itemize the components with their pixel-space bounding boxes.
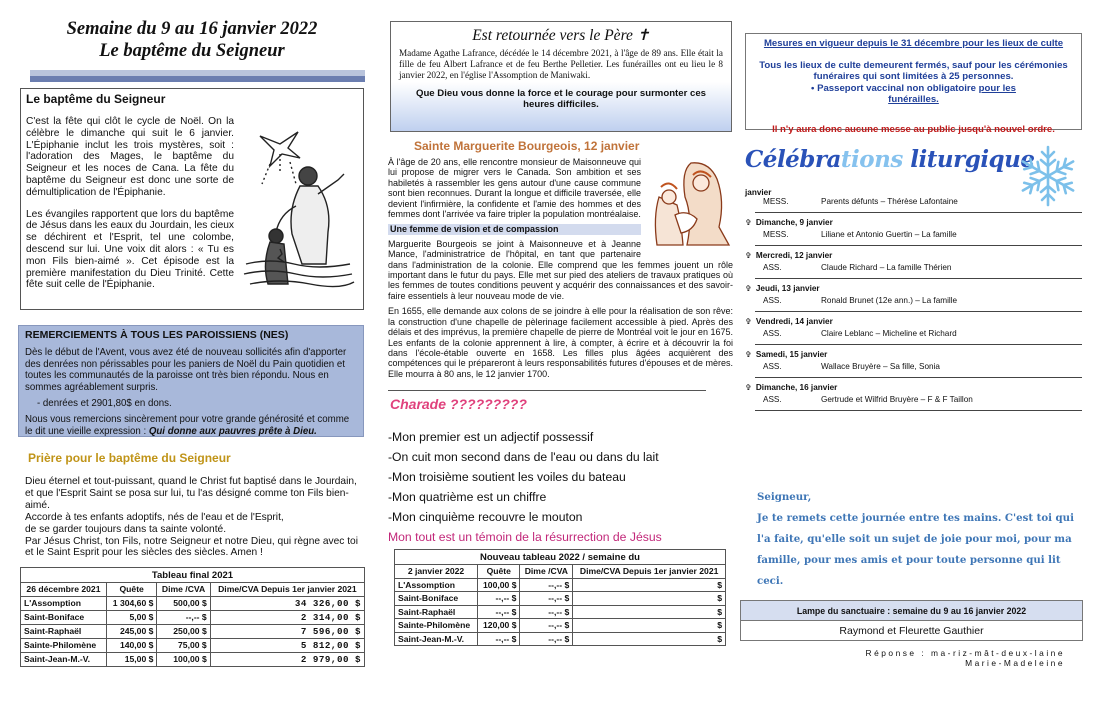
- deuil-box: [390, 21, 732, 132]
- table-cell: Saint-Raphaël: [21, 624, 107, 638]
- cross-icon: ✞: [745, 251, 752, 260]
- celebrations-list: [745, 188, 1082, 415]
- table-cell: --,-- $: [478, 592, 520, 606]
- table-cell: 120,00 $: [478, 619, 520, 633]
- table-header: 2 janvier 2022: [395, 565, 478, 579]
- nouveau-tableau: [394, 549, 726, 646]
- marguerite-paragraph-3: En 1655, elle demande aux colons de se joindre à elle pour la réalisation de son rêve: la construction d'une chapelle de pèlerinage facilement accessible à pied. Après des délais et des imprévus, la première chapelle de pierre de Montréal voit le jour en 1675. Les enfants de la colonie apprennent à lire, à compter, à écrire et à découvrir la foi dans l'école-étable ouverte en 1658. Les filles plus âgées acquièrent des compétences qui le prépareront à leurs responsabilités futures d'épouses et de mères. Elle mourra à 80 ans, le 12 janvier 1700.: [388, 306, 733, 379]
- table-header: Dime/CVA Depuis 1er janvier 2021: [573, 565, 726, 579]
- table-cell: --,-- $: [520, 605, 573, 619]
- deuil-text: Madame Agathe Lafrance, décédée le 14 décembre 2021, à l'âge de 89 ans. Elle était la fille de feu Albert Lafrance et de feu Berthe Pelletier. Les funérailles ont eu lieu le 8 janvier 2022, en l'église l'Assomption de Maniwaki.: [399, 48, 723, 80]
- marguerite-paragraph-2: Marguerite Bourgeois se joint à Maisonneuve et à Jeanne Mance, l'administratrice de l'hôpital, en tant que partenaire dans l'administration de la colonie. Elle comprend que les femmes jouent un rôle important dans le futur du pays. Elle met sur pied des ateliers de travaux pratiques où les femmes de toutes conditions peuvent y acquérir des connaissances et des savoir-faire essentiels à leur nouveau mode de vie.: [388, 238, 733, 301]
- celebration-type: MESS.: [763, 197, 789, 206]
- table-cell: Saint-Raphaël: [395, 605, 478, 619]
- bapteme-box: [20, 88, 364, 310]
- mesures-line2-underlined: pour les: [978, 82, 1016, 94]
- table-cell: 34 326,00 $: [210, 596, 364, 610]
- mesures-heading: Mesures en vigueur depuis le 31 décembre pour les lieux de culte: [763, 38, 1064, 49]
- bapteme-paragraph-2: Les évangiles rapportent que lors du baptême de Jésus dans les eaux du Jourdain, les cieux se déchirent et l'Esprit, tel une colombe, descend sur lui. Une voix dit alors : « Tu es mon Fils bien-aimé ». Cet épisode est la première manifestation du Dieu Trinité. Cette fête suit celle de l'Épiphanie.: [26, 208, 234, 291]
- table-cell: Saint-Boniface: [21, 610, 107, 624]
- deuil-heading: Est retournée vers le Père ✝: [472, 27, 650, 44]
- table-header: Dime /CVA: [520, 565, 573, 579]
- remerciements-text: Nous vous remercions sincèrement pour votre grande générosité et comme le dit une vieille expression :: [25, 414, 350, 437]
- cross-icon: ✞: [745, 350, 752, 359]
- marguerite-heading: Sainte Marguerite Bourgeois, 12 janvier: [414, 139, 640, 153]
- table-cell: L'Assomption: [395, 578, 478, 592]
- bapteme-heading: Le baptême du Seigneur: [26, 92, 166, 106]
- celebration-item: [745, 188, 1082, 206]
- table-cell: 100,00 $: [157, 652, 210, 666]
- celebration-day: Vendredi, 14 janvier: [755, 317, 833, 326]
- charade-list: [388, 427, 662, 547]
- celebration-intention: Liliane et Antonio Guertin – La famille: [821, 230, 957, 239]
- celebration-intention: Wallace Bruyère – Sa fille, Sonia: [821, 362, 940, 371]
- marguerite-subheading: Une femme de vision et de compassion: [388, 224, 641, 234]
- divider: [755, 278, 1082, 279]
- table-cell: 500,00 $: [157, 596, 210, 610]
- table-header: Dime /CVA: [157, 583, 210, 597]
- table-cell: 75,00 $: [157, 638, 210, 652]
- charade-line: -On cuit mon second dans de l'eau ou dans du lait: [388, 450, 659, 464]
- mesures-box: [745, 33, 1082, 135]
- celebration-intention: Claude Richard – La famille Thérien: [821, 263, 952, 272]
- remerciements-heading: REMERCIEMENTS À TOUS LES PAROISSIENS (NES): [25, 329, 289, 341]
- remerciements-paragraph-1: Dès le début de l'Avent, vous avez été de nouveau sollicités afin d'apporter des denrées non périssables pour les paniers de Noël du Pain quotidien et toutes les communautés de la paroisse ont très bien répondu. Nous en sommes agréablement surpris.: [25, 347, 347, 393]
- celebration-day: Dimanche, 16 janvier: [755, 383, 838, 392]
- divider: [755, 311, 1082, 312]
- celebration-type: ASS.: [763, 362, 782, 371]
- table-cell: $: [573, 592, 726, 606]
- table-cell: 245,00 $: [106, 624, 156, 638]
- cross-icon: ✞: [745, 218, 752, 227]
- table-cell: Saint-Boniface: [395, 592, 478, 606]
- table-cell: 140,00 $: [106, 638, 156, 652]
- divider: [755, 377, 1082, 378]
- table-cell: Saint-Jean-M.-V.: [395, 632, 478, 646]
- celebration-type: ASS.: [763, 263, 782, 272]
- charade-line: -Mon premier est un adjectif possessif: [388, 430, 594, 444]
- celebration-type: MESS.: [763, 230, 789, 239]
- table-cell: 1 304,60 $: [106, 596, 156, 610]
- divider: [755, 344, 1082, 345]
- table-row: [395, 605, 726, 619]
- charade-solution-prompt: Mon tout est un témoin de la résurrection de Jésus: [388, 530, 662, 544]
- celebration-intention: Parents défunts – Thérèse Lafontaine: [821, 197, 958, 206]
- table-row: [21, 624, 365, 638]
- celebration-intention: Claire Leblanc – Micheline et Richard: [821, 329, 957, 338]
- title-underline-bar: [30, 70, 365, 82]
- table-header: Quête: [478, 565, 520, 579]
- table-cell: Sainte-Philomène: [21, 638, 107, 652]
- celebration-item: [745, 250, 1082, 272]
- table-header: 26 décembre 2021: [21, 583, 107, 597]
- charade-line: -Mon quatrième est un chiffre: [388, 490, 547, 504]
- mesures-warning: Il n'y aura donc aucune messe au public jusqu'à nouvel ordre.: [772, 123, 1055, 135]
- celebration-intention: Ronald Brunet (12e ann.) – La famille: [821, 296, 958, 305]
- nouveau-tableau-caption: Nouveau tableau 2022 / semaine du: [395, 550, 726, 565]
- charade-line: -Mon cinquième recouvre le mouton: [388, 510, 583, 524]
- remerciements-box: [18, 325, 364, 437]
- table-row: [21, 596, 365, 610]
- page-title-line2: Le baptême du Seigneur: [99, 41, 285, 61]
- celebration-day: Samedi, 15 janvier: [755, 350, 828, 359]
- priere-text: Dieu éternel et tout-puissant, quand le Christ fut baptisé dans le Jourdain, et que l'Esprit Saint se posa sur lui, tu l'as désigné comme ton Fils bien-aimé. Accorde à tes enfants adoptifs, nés de l'eau et de l'Esprit, de se garder toujours dans ta sainte volonté. Par Jésus Christ, ton Fils, notre Seigneur et notre Dieu, qui règne avec toi et le Saint Esprit pour les siècles des siècles. Amen !: [25, 476, 358, 559]
- table-cell: --,-- $: [157, 610, 210, 624]
- table-row: [395, 592, 726, 606]
- charade-line: -Mon troisième soutient les voiles du bateau: [388, 470, 626, 484]
- deuil-voeu: Que Dieu vous donne la force et le courage pour surmonter ces heures difficiles.: [415, 88, 706, 111]
- table-row: [395, 619, 726, 633]
- charade-reponse: [860, 648, 1065, 668]
- bapteme-paragraph-1: C'est la fête qui clôt le cycle de Noël. On la célèbre le dimanche qui suit le 6 janvier. L'Épiphanie inclut les trois mystères, soit : l'adoration des Mages, le baptême du Seigneur et les noces de Cana. La fête du baptême du Seigneur est donc une sorte de démultiplication de l'Épiphanie.: [26, 116, 234, 198]
- celebration-day: Jeudi, 13 janvier: [755, 284, 820, 293]
- celebration-item: [745, 349, 1082, 371]
- divider: [388, 390, 706, 391]
- mesures-line2-text: • Passeport vaccinal non obligatoire: [811, 82, 979, 94]
- celebrations-heading: [745, 146, 1035, 173]
- table-cell: 7 596,00 $: [210, 624, 364, 638]
- benediction-line1: Seigneur,: [757, 491, 812, 503]
- marguerite-article: [388, 157, 733, 384]
- divider: [755, 212, 1082, 213]
- tableau-final-caption: Tableau final 2021: [21, 568, 365, 583]
- celebration-item: [745, 316, 1082, 338]
- celebration-day: Mercredi, 12 janvier: [755, 251, 833, 260]
- remerciements-paragraph-2: [25, 414, 357, 437]
- celebration-item: [745, 217, 1082, 239]
- table-row: [395, 632, 726, 646]
- table-header: Dime/CVA Depuis 1er janvier 2021: [210, 583, 364, 597]
- page-title: [20, 18, 364, 62]
- benediction-body: Je te remets cette journée entre tes mains. C'est toi qui l'a faite, qu'elle soit un sujet de joie pour moi, pour ma famille, pour mes amis et pour toute personne qui lit ceci.: [757, 512, 1074, 587]
- table-cell: --,-- $: [520, 592, 573, 606]
- mesures-line2-underlined-2: funérailles.: [888, 94, 939, 105]
- lampe-heading: Lampe du sanctuaire : semaine du 9 au 16 janvier 2022: [741, 601, 1082, 621]
- table-row: [21, 638, 365, 652]
- table-header: Quête: [106, 583, 156, 597]
- table-cell: 2 314,00 $: [210, 610, 364, 624]
- table-cell: $: [573, 619, 726, 633]
- priere-heading: Prière pour le baptême du Seigneur: [28, 451, 231, 465]
- lampe-name: Raymond et Fleurette Gauthier: [839, 625, 984, 637]
- celebration-type: ASS.: [763, 395, 782, 404]
- celebration-intention: Gertrude et Wilfrid Bruyère – F & F Taillon: [821, 395, 973, 404]
- table-row: [395, 578, 726, 592]
- table-cell: --,-- $: [520, 632, 573, 646]
- table-cell: --,-- $: [478, 632, 520, 646]
- table-cell: 15,00 $: [106, 652, 156, 666]
- table-cell: --,-- $: [520, 578, 573, 592]
- mesures-line2: [752, 83, 1075, 106]
- marguerite-paragraph-1: À l'âge de 20 ans, elle rencontre monsieur de Maisonneuve qui lui propose de migrer vers le Canada. Son ambition et ses habiletés à rassembler les gens autour d'une cause commune sont bien reconnues. Durant la longue et difficile traversée, elle devient l'infirmière, la confidente et l'amie des hommes et des femmes dont l'arrivée va faire tripler la population montréalaise.: [388, 157, 641, 220]
- baptism-illustration-icon: [240, 114, 358, 289]
- remerciements-quote: Qui donne aux pauvres prête à Dieu.: [148, 425, 317, 437]
- table-cell: --,-- $: [478, 605, 520, 619]
- tableau-final: [20, 567, 365, 667]
- celebration-item: [745, 382, 1082, 404]
- celebration-item: [745, 283, 1082, 305]
- divider: [755, 410, 1082, 411]
- table-row: [21, 652, 365, 666]
- table-cell: 250,00 $: [157, 624, 210, 638]
- mesures-line1: Tous les lieux de culte demeurent fermés, sauf pour les cérémonies funéraires qui sont limitées à 25 personnes.: [759, 59, 1068, 82]
- reponse-line2: Marie-Madeleine: [965, 658, 1065, 668]
- marguerite-illustration-icon: [647, 157, 733, 249]
- table-row: [21, 610, 365, 624]
- cross-icon: ✞: [745, 317, 752, 326]
- table-cell: $: [573, 578, 726, 592]
- celebration-day: Dimanche, 9 janvier: [755, 218, 833, 227]
- cross-icon: ✞: [745, 284, 752, 293]
- table-cell: --,-- $: [520, 619, 573, 633]
- divider: [755, 245, 1082, 246]
- celebrations-heading-part2: tions: [840, 146, 903, 173]
- table-cell: $: [573, 605, 726, 619]
- remerciements-dons: - denrées et 2901,80$ en dons.: [37, 398, 172, 410]
- cross-icon: ✞: [745, 383, 752, 392]
- table-cell: 2 979,00 $: [210, 652, 364, 666]
- celebration-day: janvier: [745, 188, 772, 197]
- table-cell: L'Assomption: [21, 596, 107, 610]
- charade-heading: Charade ?????????: [390, 396, 527, 412]
- celebrations-heading-part3: liturgique: [902, 146, 1035, 173]
- table-cell: 100,00 $: [478, 578, 520, 592]
- celebrations-heading-part1: Célébra: [745, 146, 841, 173]
- reponse-line1: Réponse : ma-riz-mât-deux-laine: [865, 648, 1065, 658]
- celebration-type: ASS.: [763, 329, 782, 338]
- table-cell: 5 812,00 $: [210, 638, 364, 652]
- page-title-line1: Semaine du 9 au 16 janvier 2022: [66, 19, 318, 39]
- celebration-type: ASS.: [763, 296, 782, 305]
- table-cell: $: [573, 632, 726, 646]
- table-cell: Saint-Jean-M.-V.: [21, 652, 107, 666]
- lampe-box: [740, 600, 1083, 641]
- table-cell: 5,00 $: [106, 610, 156, 624]
- table-cell: Sainte-Philomène: [395, 619, 478, 633]
- benediction-text: [757, 487, 1081, 592]
